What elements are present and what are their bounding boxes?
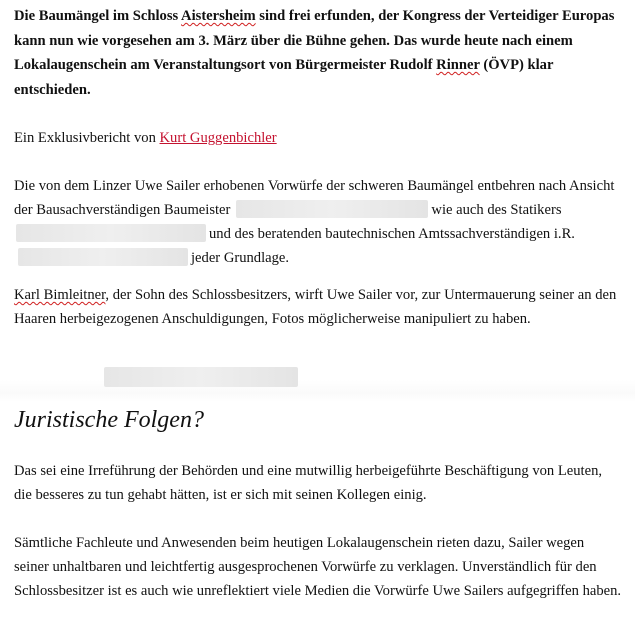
para1-text-3: und des beratenden bautechnischen Amtssachverständigen i.R. <box>209 226 575 242</box>
section-divider-band <box>0 380 635 402</box>
lead-text-3: (ÖVP) klar entschieden. <box>14 57 554 98</box>
para1-text-4: jeder Grundlage. <box>191 250 290 266</box>
paragraph-lawsuit: Sämtliche Fachleute und Anwesenden beim heutigen Lokalaugenschein rieten dazu, Sailer wegen seiner unhaltbaren und leichtfertig ausgesprochenen Vorwürfe zu verklagen. Unverständlich für den Schlossbesitzer ist es auch wie unreflektiert viele Medien die Vorwürfe Uwe Sailers aufgegriffen haben. <box>14 535 622 599</box>
lead-paragraph <box>14 4 622 102</box>
byline <box>14 126 622 150</box>
person-name-bimleitner: Karl Bimleitner <box>14 287 106 303</box>
para2-text: , der Sohn des Schlossbesitzers, wirft Uwe Sailer vor, zur Untermauerung seiner an den Haaren herbeigezogenen Anschuldigungen, Fotos möglicherweise manipuliert zu haben. <box>14 287 617 327</box>
paragraph-misleading: Das sei eine Irreführung der Behörden und eine mutwillig herbeigeführte Beschäftigung von Leuten, die besseres zu tun gehabt hätten, ist er sich mit seinen Kollegen einig. <box>14 463 603 503</box>
redacted-name-block <box>236 200 428 218</box>
paragraph-experts <box>14 174 622 270</box>
byline-prefix: Ein Exklusivbericht von <box>14 130 160 146</box>
paragraph-accusation <box>14 283 622 331</box>
lead-text-1: Die Baumängel im Schloss <box>14 8 182 24</box>
redacted-name-block <box>16 224 206 242</box>
mayor-name: Rinner <box>436 57 480 73</box>
lead-text-2: sind frei erfunden, der Kongress der Verteidiger Europas kann nun wie vorgesehen am 3. März über die Bühne gehen. Das wurde heute nach einem Lokalaugenschein am Veranstaltungsort von Bürgermeister Rudolf <box>14 8 615 73</box>
para1-text-1: Die von dem Linzer Uwe Sailer erhobenen Vorwürfe der schweren Baumängel entbehren nach Ansicht der Bausachverständigen Baumeister <box>14 178 615 218</box>
para1-text-2: wie auch des Statikers <box>431 202 562 218</box>
redacted-caption-block <box>104 367 298 387</box>
redacted-name-block <box>18 248 188 266</box>
author-link[interactable]: Kurt Guggenbichler <box>159 130 277 146</box>
section-heading: Juristische Folgen? <box>14 407 204 433</box>
place-name-aistersheim: Aistersheim <box>181 8 256 24</box>
